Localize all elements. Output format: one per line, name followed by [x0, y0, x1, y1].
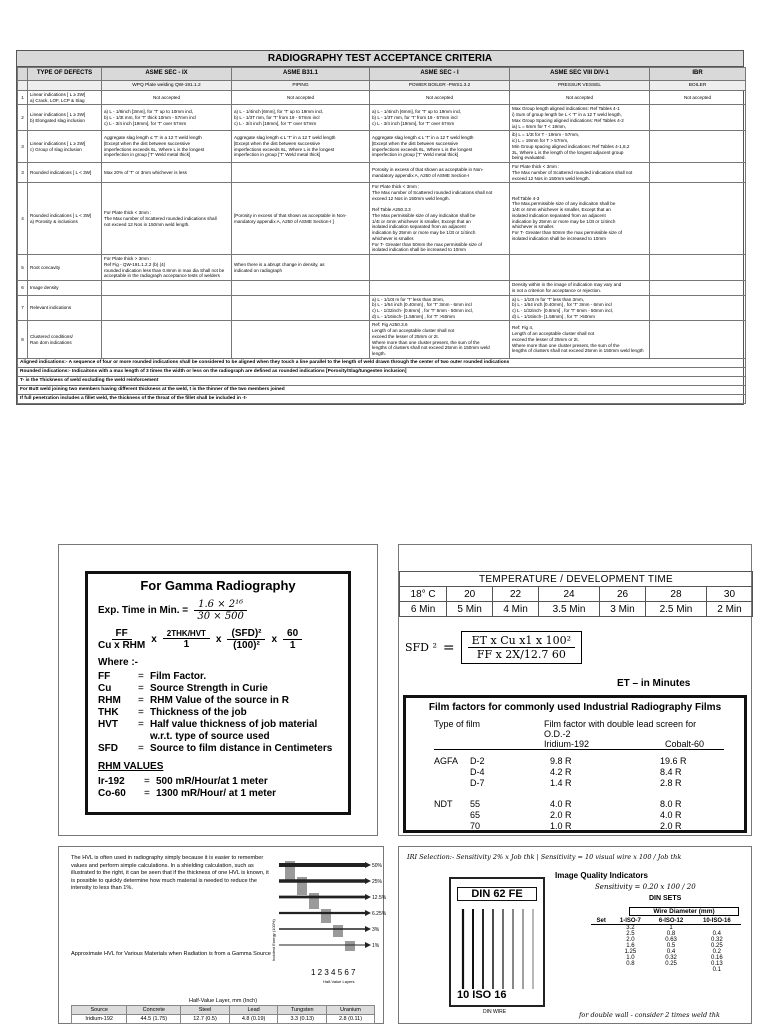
iridium-factor: 1.4 R — [550, 778, 572, 788]
source-name: Ir-192 — [98, 776, 125, 787]
arrow-head-icon — [365, 862, 371, 868]
film-type: 65 — [470, 810, 481, 820]
hvl-cell: 3.3 (0.13) — [278, 1015, 327, 1024]
definition-row — [98, 683, 338, 695]
cobalt-factor: 8.4 R — [660, 767, 682, 777]
criteria-cell-num: 8 — [18, 321, 28, 358]
criteria-cell-num: 1 — [18, 91, 28, 105]
criteria-cell-sec1: For Plate thick < 3mm : The Max number of Scattered rounded indications shall not exceed 12 Nos in 150mm weld length. Ref Table A250.3.3 The Max permissible size of any indicaiton shall be 1/4t or 4mm whichever is smaller, Except that an isolated indication separated from an adjacent indication by 25mm or more may be 1/3t or 1/4inch whichever is smaller. For T- Greater than 50mm the max permissible size of isolated indication shall be increased to 10mm — [370, 183, 510, 255]
note-row — [18, 358, 746, 367]
time-cell: 4 Min — [493, 602, 539, 617]
iridium-factor: 9.8 R — [550, 756, 572, 766]
equals-sign: = — [138, 719, 144, 730]
cobalt-factor: 2.8 R — [660, 778, 682, 788]
sub-header: PIPING — [232, 81, 370, 91]
film-type: 70 — [470, 821, 481, 831]
criteria-cell-ix: Not accepted — [102, 91, 232, 105]
sfd-denominator: FF x 2X/12.7 60 — [476, 648, 566, 661]
criteria-grid — [17, 67, 746, 404]
din-cell: 0.8 — [666, 931, 676, 937]
film-factor-header: Film factor with double lead screen for O.D.-2 — [544, 719, 697, 739]
din-col-header: Set — [596, 918, 606, 924]
criteria-cell-ix — [102, 281, 232, 295]
note-text: For Butt weld joining two members having different thickness at the weld, t is the thinner of the two members joined — [18, 385, 746, 394]
film-brand: AGFA — [434, 756, 459, 766]
hvl-percent-label: 25% — [372, 879, 383, 885]
film-type-header: Type of film — [434, 719, 544, 750]
hvl-percent-label: 3% — [372, 927, 380, 933]
criteria-cell-b311: When there is a abrupt change in density, as indicated on radiograph — [232, 255, 370, 281]
din-cell: 1.0 — [626, 955, 635, 961]
din-cell: 2.0 — [626, 937, 635, 943]
criteria-cell-defect: Root concavity — [28, 255, 102, 281]
col-header: ASME SEC - IX — [102, 68, 232, 81]
din-cell: 2.5 — [626, 931, 635, 937]
hand-denominator: 30 × 500 — [197, 611, 244, 622]
source-name: Co-60 — [98, 788, 126, 799]
din-spacer — [591, 967, 611, 973]
din-cell: 0.25 — [710, 943, 723, 949]
equals-sign: = — [138, 743, 144, 754]
criteria-cell-viii: Ref:Table 4-3 The Max.permissible size of any indicaiton shall be 1/4t or 4mm whichever is smaller, Except that an isolated indication separated from an adjacent indication by 25mm or more may be 1/3t or 1/4inch whichever is smaller. For T- Greater than 50mm the max permissible size of isolated indication shall be increased to 10mm — [510, 183, 650, 255]
criteria-cell-b311 — [232, 321, 370, 358]
iridium-factor: 2.0 R — [550, 810, 572, 820]
col-header: ASME SEC - I — [370, 68, 510, 81]
iridium-factor: 4.2 R — [550, 767, 572, 777]
where-label: Where :- — [98, 657, 138, 668]
time-cell: 2 Min — [706, 602, 752, 617]
equals-sign: = — [138, 671, 144, 682]
temp-cell: 30 — [706, 587, 752, 602]
criteria-cell-num: 7 — [18, 295, 28, 321]
temp-cell: 18° C — [400, 587, 447, 602]
definition-value: Film Factor. — [150, 671, 207, 682]
iso-plate-label: 10 ISO 16 — [457, 989, 507, 1001]
cobalt-header: Cobalt-60 — [664, 739, 704, 749]
definition-value: Thickness of the job — [150, 707, 247, 718]
equals-sign: = — [144, 776, 150, 787]
film-brand — [434, 778, 470, 789]
time-cell: 5 Min — [447, 602, 493, 617]
iqi-wires-icon — [451, 909, 543, 989]
film-type: D-7 — [470, 778, 485, 788]
definition-value: Source Strength in Curie — [150, 683, 268, 694]
criteria-cell-viii: ib) L = 1/3t for T - 19mm - 57mm, ic) L = 19mm for T > 57mm, Min Group spacing aligned indications: Ref Tables 4-1,8,2 3L, Where L is the length of the longest adjacent group being evaluated. — [510, 131, 650, 163]
din-col-header: 1-ISO-7 — [619, 918, 641, 924]
hvl-header-row — [72, 1006, 375, 1015]
criteria-cell-b311: a) L - 1/4inch [6mm], for 'T' up to 19mm incl, b) L - 1/3T mm, for 'T' from 19 - 57mm incl c) L - 3/4 inch [19mm], for 'T' over 57mm — [232, 105, 370, 131]
equals-sign: = — [138, 683, 144, 694]
definition-value: RHM Value of the source in R — [150, 695, 289, 706]
din-cell: 0.63 — [665, 937, 677, 943]
film-type: 55 — [470, 799, 481, 809]
din-cell: 0.4 — [666, 949, 676, 955]
definition-value: Half value thickness of job material w.r.t. type of source used — [150, 719, 318, 742]
din-cell: 1 — [669, 925, 673, 931]
col-header: ASME B31.1 — [232, 68, 370, 81]
definition-term: RHM — [98, 695, 121, 706]
temp-cell: 20 — [447, 587, 493, 602]
arrow-head-icon — [365, 894, 371, 900]
criteria-cell-defect: Relevant indications — [28, 295, 102, 321]
wire-diameter-title: Wire Diameter (mm) — [629, 907, 739, 916]
note-text: Aligned indications:- A sequence of four or more rounded indications shall be considered to be aligned when they touch a line parallel to the length of weld drawn through the center of two outer rounded indications — [18, 358, 746, 367]
film-row — [434, 778, 744, 789]
criteria-row — [18, 255, 746, 281]
cobalt-factor: 19.6 R — [660, 756, 687, 766]
criteria-cell-sec1 — [370, 281, 510, 295]
exp-time-line — [98, 599, 338, 622]
criteria-cell-ibr — [650, 163, 746, 183]
criteria-row — [18, 163, 746, 183]
gamma-formula: FF Cu x RHM x 2THK/HVT 1 x (SFD)² (100)² x 60 1 — [98, 628, 338, 651]
hvl-col-header: Tungsten — [278, 1006, 327, 1015]
temperature-row — [400, 587, 753, 602]
din-col-header: 10-ISO-16 — [702, 918, 731, 924]
criteria-cell-sec1: Porosity in excess of that shown as acceptable in Non- mandatory appendix A, A250 of ASME Section-I — [370, 163, 510, 183]
sfd-numerator: ET x Cu x1 x 100² — [468, 634, 575, 648]
temp-cell: 28 — [645, 587, 706, 602]
iqi-title: Image Quality Indicators — [555, 871, 648, 880]
iqi-hand-footer: for double wall - consider 2 times weld thk — [579, 1011, 720, 1019]
arrow-head-icon — [365, 942, 371, 948]
definition-term: THK — [98, 707, 119, 718]
din-cell: 0.4 — [712, 931, 721, 937]
din-cell: 0.1 — [712, 967, 721, 973]
criteria-cell-ibr — [650, 183, 746, 255]
cobalt-factor: 8.0 R — [660, 799, 682, 809]
criteria-cell-ix: Max 20% of 'T' or 3mm whichever is less — [102, 163, 232, 183]
film-row — [434, 821, 744, 832]
criteria-cell-b311 — [232, 295, 370, 321]
note-text: If full penetration includes a fillet weld, the thickness of the throat of the fillet shall be included in -t- — [18, 394, 746, 403]
criteria-cell-num: 3 — [18, 131, 28, 163]
sub-header: POWER BOILER -PWS1.3.2 — [370, 81, 510, 91]
gamma-title: For Gamma Radiography — [140, 578, 296, 593]
criteria-cell-ix: Aggregate slag length ≤ 'T' in a 12 T weld length [Except when the dist between successive imperfections exceeds 6L, Where L is the longest imperfection in group ['T' Weld metal thick] — [102, 131, 232, 163]
din-row — [591, 967, 741, 973]
din-cell: 0.13 — [710, 961, 723, 967]
equals-sign: = — [138, 707, 144, 718]
criteria-cell-ibr: Not accepted — [650, 91, 746, 105]
sfd-lhs: SFD ² — [405, 641, 437, 654]
hvl-percent-label: 6.25% — [372, 911, 387, 917]
equals-sign: = — [144, 788, 150, 799]
note-row — [18, 385, 746, 394]
criteria-row — [18, 321, 746, 358]
hvl-layer-block — [321, 909, 331, 923]
equals-sign: = — [138, 695, 144, 706]
criteria-row — [18, 131, 746, 163]
din-cell: 0.32 — [665, 955, 677, 961]
note-text: Rounded indications:- Indicaitons with a max length of 3 times the width or less on the radiograph are defined as rounded indications [Porosity/Slag/tungesten inclusion] — [18, 367, 746, 376]
film-type: D-2 — [470, 756, 485, 766]
hvl-percent-label: 50% — [372, 863, 383, 869]
time-cell: 3 Min — [600, 602, 646, 617]
temperature-caption: TEMPERATURE / DEVELOPMENT TIME — [400, 572, 753, 587]
time-cell: 6 Min — [400, 602, 447, 617]
hvl-cell: Iridium-192 — [72, 1015, 127, 1024]
rhm-title: RHM VALUES — [98, 761, 164, 772]
criteria-cell-ibr — [650, 321, 746, 358]
criteria-cell-ibr — [650, 131, 746, 163]
din-wire-iqi — [449, 877, 545, 1007]
hvl-table — [71, 997, 375, 1024]
din-plate-label: DIN 62 FE — [457, 887, 537, 901]
header-row — [18, 68, 746, 81]
criteria-cell-sec1 — [370, 255, 510, 281]
definition-term: HVT — [98, 719, 118, 730]
rhm-row — [98, 776, 338, 788]
hvl-col-header: Lead — [229, 1006, 278, 1015]
hvl-text: The HVL is often used in radiography simply because it is easier to remember values and perform simple calculations. In a shielding calculation, such as illustrated to the right, it can be seen that if the thickness of one HVL is known, it is possible to quickly determine how much material is needed to reduce the intensity to less than 1%. — [71, 855, 269, 892]
hvl-cell: 12.7 (0.5) — [181, 1015, 230, 1024]
sixty-term: 60 — [283, 628, 302, 640]
criteria-cell-viii — [510, 255, 650, 281]
criteria-cell-b311: Aggregate slag length ≤ L 'T' in a 12 T weld length [Except when the dist between successive imperfections exceeds 6L, Where L is the longest imperfection in group ['T' Weld metal thick] — [232, 131, 370, 163]
criteria-cell-num: 4 — [18, 183, 28, 255]
din-col-header: 6-ISO-12 — [658, 918, 684, 924]
criteria-cell-num: 2 — [18, 105, 28, 131]
note-row — [18, 376, 746, 385]
criteria-cell-viii: Not accepted — [510, 91, 650, 105]
acceptance-criteria-table — [16, 50, 744, 405]
definition-term: SFD — [98, 743, 118, 754]
criteria-cell-sec1: a) L - 1/10t m for 'T' less than 3mm, b) L - 1/64 inch [0.40mm] , for 'T' 3mm - 6mm incl c) L - 1/32inch- [0.8mm] , for 'T' 6mm - 50mm incl, d) L - 1/16inch- [1.58mm] , for 'T' >50mm — [370, 295, 510, 321]
hvl-data-row — [72, 1015, 375, 1024]
din-cell: 0.2 — [712, 949, 721, 955]
din-cell: 3.2 — [626, 925, 635, 931]
criteria-cell-ix: For Plate thick > 3mm : Ref Fig - QW-191.1.2.2 (b) (4) rounded indication less than 0.8mm in max dia Shall not be acceptable in the radiograph acceptance tests of welders — [102, 255, 232, 281]
criteria-cell-num: 5 — [18, 255, 28, 281]
hvl-y-label: Incident Energy (100%) — [271, 919, 276, 961]
criteria-cell-sec1: Aggregate slag length ≤ L 'T' in a 12 T weld length [Except when the dist between successive imperfections exceeds 6L, Where L is the longest imperfection in group ['T' Weld metal thick] — [370, 131, 510, 163]
iqi-hand-sensitivity: Sensitivity = 0.20 x 100 / 20 — [595, 883, 696, 891]
hvl-col-header: Concrete — [127, 1006, 181, 1015]
cobalt-factor: 2.0 R — [660, 821, 682, 831]
criteria-cell-defect: Image density — [28, 281, 102, 295]
hvl-caption: Approximate HVL for Various Materials when Radiation is from a Gamma Source — [71, 951, 271, 957]
film-row — [434, 799, 744, 810]
one-term: 1 — [289, 640, 296, 651]
sub-header: PRESSUR VESSEL — [510, 81, 650, 91]
film-row — [434, 810, 744, 821]
hvl-layer-block — [309, 893, 319, 909]
hvl-card — [58, 846, 387, 1024]
criteria-row — [18, 183, 746, 255]
temp-cell: 24 — [539, 587, 600, 602]
criteria-cell-ix — [102, 295, 232, 321]
din-cell: 0.25 — [665, 961, 677, 967]
criteria-cell-viii: Max Group length aligned indications: Ref Tables 4-1 i) Sum of group length be L < 'T' in a 12 T weld length, Max Group Spacing aligned indications: Ref Tables 4-2 ia) L = 6mm for T < 19mm, — [510, 105, 650, 131]
criteria-row — [18, 91, 746, 105]
definition-row — [98, 671, 338, 683]
hvl-percent-label: 1% — [372, 943, 380, 949]
note-row — [18, 394, 746, 403]
din-cell: 0.16 — [710, 955, 723, 961]
hvl-percent-label: 12.5% — [372, 895, 387, 901]
criteria-cell-defect: Linear indications [ L ≥ 3W] c) Group of slag inclusion — [28, 131, 102, 163]
hvl-layer-block — [345, 941, 355, 951]
criteria-cell-defect: Rounded indications [ L < 3W] — [28, 163, 102, 183]
criteria-cell-defect: Clustered conditions/ Ran dom indications — [28, 321, 102, 358]
et-note: ET – in Minutes — [617, 678, 691, 689]
film-brand: NDT — [434, 799, 453, 809]
temperature-table — [399, 571, 753, 617]
criteria-cell-b311: Not accepted — [232, 91, 370, 105]
criteria-cell-viii: a) L - 1/10t m for 'T' less than 3mm, b) L - 1/64 inch [0.40mm] , for 'T' 3mm - 6mm incl c) L - 1/32inch- [0.8mm] , for 'T' 6mm - 50mm incl, d) L - 1/16inch- [1.58mm] , for 'T' >50mm — [510, 295, 650, 321]
criteria-cell-num: 3 — [18, 163, 28, 183]
din-sets-table — [591, 918, 741, 973]
note-text: T- is the Thickness of weld excluding the weld reinforcement — [18, 376, 746, 385]
film-brand — [434, 821, 470, 832]
col-header: ASME SEC VIII DIV-1 — [510, 68, 650, 81]
film-factor-box — [403, 695, 747, 833]
sfd-formula: SFD ² = $\frac{\text{ET x Cu x1 x 100²}}{\text{FF x 2X/12.7 60}}$ — [405, 631, 582, 664]
iqi-card — [398, 846, 752, 1024]
criteria-notes — [18, 358, 746, 403]
film-brand — [434, 810, 470, 821]
iridium-header: Iridium-192 — [544, 739, 590, 749]
din-cell: 1.6 — [626, 943, 635, 949]
definition-term: Cu — [98, 683, 112, 694]
definition-row — [98, 695, 338, 707]
hvl-chart — [271, 851, 387, 989]
hand-numerator: 1.6 × 2¹⁶ — [194, 599, 247, 611]
din-wire-caption: DIN WIRE — [483, 1009, 507, 1015]
ff-term: FF — [112, 628, 132, 640]
hvl-cell: 2.8 (0.11) — [327, 1015, 375, 1024]
criteria-cell-ix: a) L - 1/8inch [3mm], for 'T' up to 10mm incl, b) L - 1/3t mm, for 'T' thick 10mm - 57mm incl c) L - 3/4 inch [19mm], for 'T' over 57mm — [102, 105, 232, 131]
criteria-cell-b311 — [232, 163, 370, 183]
hvl-layer-label: Half-Value Layers — [323, 979, 355, 984]
din-cell: 0.8 — [626, 961, 635, 967]
criteria-body — [18, 91, 746, 359]
criteria-cell-sec1: Not accepted — [370, 91, 510, 105]
hundred-term: (100)² — [233, 640, 260, 651]
sub-header: BOILER — [650, 81, 746, 91]
definition-row — [98, 707, 338, 719]
hvl-col-header: Source — [72, 1006, 127, 1015]
criteria-cell-viii: Density within in the image of indication may vary and is not a criterion for acceptance or rejection. — [510, 281, 650, 295]
rhm-values — [98, 776, 338, 800]
din-cell: 0.5 — [666, 943, 676, 949]
one-term: 1 — [183, 639, 190, 650]
col-header: IBR — [650, 68, 746, 81]
gamma-formula-box — [85, 571, 351, 815]
rhm-row — [98, 788, 338, 800]
din-sets-title: DIN SETS — [649, 895, 682, 902]
hvl-cell: 44.5 (1.75) — [127, 1015, 181, 1024]
din-cell: 1.25 — [624, 949, 637, 955]
sfd-term: (SFD)² — [227, 628, 265, 640]
acceptance-title: RADIOGRAPHY TEST ACCEPTANCE CRITERIA — [17, 51, 743, 67]
definition-row — [98, 719, 338, 743]
criteria-cell-ix: For Plate thick < 3mm : The Max number of Scattered rounded indications shall not exceed 12 Nos in 150mm weld length. — [102, 183, 232, 255]
note-row — [18, 367, 746, 376]
time-cell: 3.5 Min — [539, 602, 600, 617]
arrow-head-icon — [365, 878, 371, 884]
criteria-cell-viii: Ref: Fig 4, Length of an acceptable cluster shall not exceed the lesser of 25mm or 2t. Where more than one cluster present, the sum of the lengths of clusters shall not exceed 25mm in 150mm weld length — [510, 321, 650, 358]
film-row — [434, 767, 744, 778]
criteria-row — [18, 295, 746, 321]
criteria-cell-ibr — [650, 105, 746, 131]
criteria-cell-b311: [Porosity in excess of that shown as acceptable in Non- mandatory appendix A, A250 of ASME Section-I ] — [232, 183, 370, 255]
criteria-cell-ibr — [650, 255, 746, 281]
film-type: D-4 — [470, 767, 485, 777]
time-cell: 2.5 Min — [645, 602, 706, 617]
arrow-head-icon — [365, 910, 371, 916]
criteria-cell-defect: Rounded indications [ L < 3W] a) Porosity & inclusions — [28, 183, 102, 255]
hvl-table-title: Half-Value Layer, mm (Inch) — [72, 997, 375, 1006]
criteria-row — [18, 281, 746, 295]
gamma-radiography-card — [58, 544, 378, 836]
iridium-factor: 4.0 R — [550, 799, 572, 809]
criteria-cell-b311 — [232, 281, 370, 295]
temp-cell: 26 — [600, 587, 646, 602]
din-cell: 0.32 — [710, 937, 723, 943]
time-row — [400, 602, 753, 617]
exp-time-label: Exp. Time in Min. = — [98, 605, 189, 616]
iridium-factor: 1.0 R — [550, 821, 572, 831]
rhm-value: 500 mR/Hour/at 1 meter — [156, 776, 268, 787]
din-cell — [649, 967, 692, 973]
criteria-cell-ix — [102, 321, 232, 358]
hvl-cell: 4.8 (0.19) — [229, 1015, 278, 1024]
din-cell — [611, 967, 649, 973]
definition-value: Source to film distance in Centimeters — [150, 743, 333, 754]
criteria-cell-sec1: a) L - 1/4inch [6mm], for 'T' up to 19mm incl, b) L - 1/3T mm, for 'T' from 19 - 57mm incl c) L - 3/4 inch [19mm], for 'T' over 57mm — [370, 105, 510, 131]
thk-hvt-term: 2THK/HVT — [163, 629, 210, 639]
hvl-layer-numbers: 1 2 3 4 5 6 7 — [311, 968, 356, 977]
gamma-definitions — [98, 671, 338, 755]
definition-row — [98, 743, 338, 755]
sub-header: WPQ Plate welding QW-191.1.2 — [102, 81, 232, 91]
criteria-cell-ibr — [650, 281, 746, 295]
criteria-cell-num: 6 — [18, 281, 28, 295]
hvl-col-header: Uranium — [327, 1006, 375, 1015]
criteria-cell-viii: For Plate thick < 3mm : The Max number of Scattered rounded indications shall not exceed 12 Nos in 150mm weld length. — [510, 163, 650, 183]
criteria-row — [18, 105, 746, 131]
hvl-layer-block — [333, 925, 343, 937]
cobalt-factor: 4.0 R — [660, 810, 682, 820]
cu-rhm-term: Cu x RHM — [98, 640, 146, 651]
col-header: TYPE OF DEFECTS — [28, 68, 102, 81]
temp-cell: 22 — [493, 587, 539, 602]
film-rows — [434, 756, 744, 832]
criteria-cell-defect: Linear indications [ L ≥ 3W] a) Crack, LOF, LCP & Slag — [28, 91, 102, 105]
film-row — [434, 756, 744, 767]
definition-term: FF — [98, 671, 111, 682]
criteria-cell-ibr — [650, 295, 746, 321]
criteria-cell-sec1: Ref: Fig A250.3.6 Length of an acceptable cluster shall not exceed the lesser of 25mm or 2t. Where more than one cluster present, the sum of the lengths of clusters shall not exceed 25mm in 150mm weld length. — [370, 321, 510, 358]
film-brand — [434, 767, 470, 778]
film-factor-title: Film factors for commonly used Industrial Radiography Films — [428, 702, 722, 713]
iqi-hand-note: IRI Selection:- Sensitivity 2% x Job thk | Sensitivity = 10 visual wire x 100 / Job thk — [407, 853, 682, 861]
rhm-value: 1300 mR/Hour/ at 1 meter — [156, 788, 277, 799]
hand-calculation — [194, 599, 247, 622]
hvl-col-header: Steel — [181, 1006, 230, 1015]
subheader-row — [18, 81, 746, 91]
criteria-cell-defect: Linear indications [ L ≥ 3W] b) Elongated slag inclusion — [28, 105, 102, 131]
arrow-head-icon — [365, 926, 371, 932]
temperature-film-card — [398, 544, 752, 836]
